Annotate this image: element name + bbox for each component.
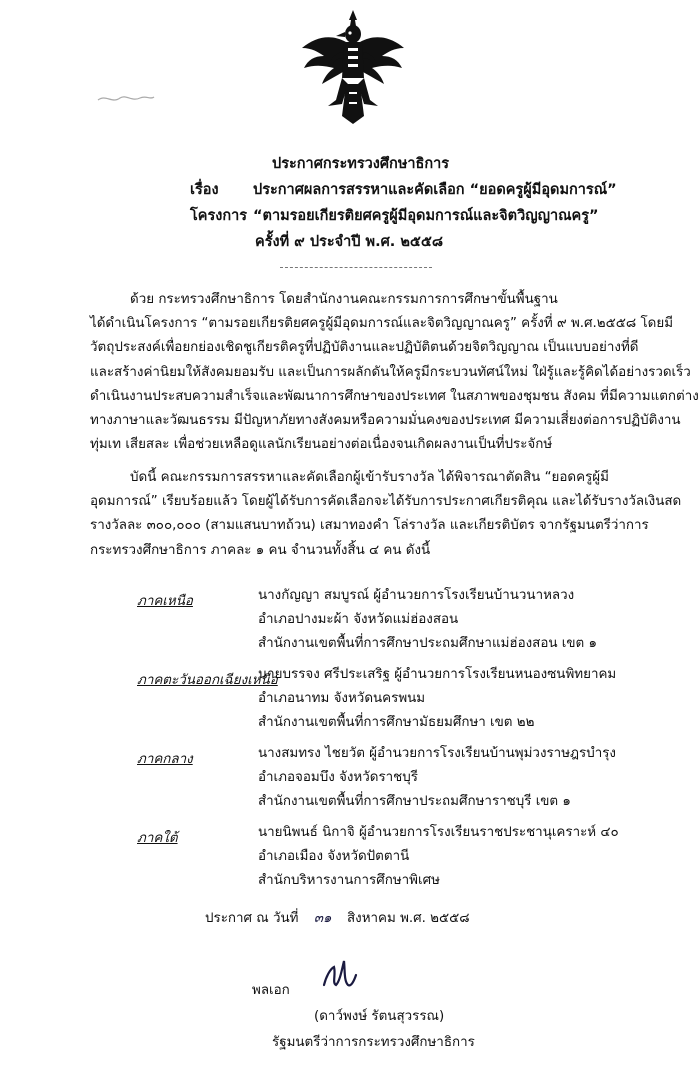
date-day: ๓๑ <box>313 911 332 926</box>
header-project-label: โครงการ <box>190 208 248 224</box>
awardee-line: อำเภอจอมบึง จังหวัดราชบุรี <box>258 770 418 785</box>
awardee-line: อำเภอปางมะผ้า จังหวัดแม่ฮ่องสอน <box>258 612 459 627</box>
header-divider <box>280 267 432 268</box>
paragraph-line: ดำเนินงานประสบความสำเร็จและพัฒนาการศึกษาของประเทศ ในสภาพของชุมชน สังคม ที่มีความแตกต่าง <box>90 388 699 404</box>
awardee-line: อำเภอนาทม จังหวัดนครพนม <box>258 691 426 706</box>
header-subject-label: เรื่อง <box>190 182 219 198</box>
awardee-line: สำนักบริหารงานการศึกษาพิเศษ <box>258 873 440 888</box>
signer-name: (ดาว์พงษ์ รัตนสุวรรณ) <box>314 1009 445 1024</box>
scan-mark <box>96 90 156 106</box>
paragraph-line: ด้วย กระทรวงศึกษาธิการ โดยสำนักงานคณะกรรมการการศึกษาขั้นพื้นฐาน <box>130 292 558 307</box>
body-paragraph-1 <box>90 288 699 457</box>
date-prefix: ประกาศ ณ วันที่ <box>205 911 299 926</box>
region-south: ภาคใต้ <box>137 831 178 846</box>
paragraph-line: และสร้างค่านิยมให้สังคมยอมรับ และเป็นการผลักดันให้ครูมีกระบวนทัศน์ใหม่ ใฝ่รู้และรู้คิดได้อย่างรวดเร็ว <box>90 364 691 380</box>
signer-rank: พลเอก <box>252 983 290 998</box>
paragraph-line: บัดนี้ คณะกรรมการสรรหาและคัดเลือกผู้เข้ารับรางวัล ได้พิจารณาตัดสิน “ยอดครูผู้มี <box>130 470 609 485</box>
header-edition: ครั้งที่ ๙ ประจำปี พ.ศ. ๒๕๕๘ <box>255 234 444 250</box>
region-north: ภาคเหนือ <box>137 594 193 609</box>
paragraph-line: กระทรวงศึกษาธิการ ภาคละ ๑ คน จำนวนทั้งสิ้น ๔ คน ดังนี้ <box>90 542 431 558</box>
paragraph-line: ได้ดำเนินโครงการ “ตามรอยเกียรติยศครูผู้มีอุดมการณ์และจิตวิญญาณครู” ครั้งที่ ๙ พ.ศ.๒๕๕๘ โดยมี <box>90 316 674 332</box>
signer-position: รัฐมนตรีว่าการกระทรวงศึกษาธิการ <box>272 1035 475 1050</box>
awardee-line: สำนักงานเขตพื้นที่การศึกษาประถมศึกษาราชบุรี เขต ๑ <box>258 794 571 809</box>
paragraph-line: ทุ่มเท เสียสละ เพื่อช่วยเหลือดูแลนักเรียนอย่างต่อเนื่องจนเกิดผลงานเป็นที่ประจักษ์ <box>90 437 553 453</box>
paragraph-line: ทางภาษาและวัฒนธรรม มีปัญหาภัยทางสังคมหรือความมั่นคงของประเทศ มีความเสี่ยงต่อการปฏิบัติงาน <box>90 413 681 429</box>
header-project: “ตามรอยเกียรติยศครูผู้มีอุดมการณ์และจิตวิญญาณครู” <box>253 208 599 224</box>
awardee-line: นายบรรจง ศรีประเสริฐ ผู้อำนวยการโรงเรียนหนองซนพิทยาคม <box>258 667 617 682</box>
header-title: ประกาศกระทรวงศึกษาธิการ <box>272 156 450 172</box>
awardee-line: สำนักงานเขตพื้นที่การศึกษาประถมศึกษาแม่ฮ่องสอน เขต ๑ <box>258 636 597 651</box>
announce-date <box>205 907 470 928</box>
awardee-line: นางกัญญา สมบูรณ์ ผู้อำนวยการโรงเรียนบ้านวนาหลวง <box>258 588 575 603</box>
awardee-line: สำนักงานเขตพื้นที่การศึกษามัธยมศึกษา เขต ๒๒ <box>258 715 535 730</box>
header-subject: ประกาศผลการสรรหาและคัดเลือก “ยอดครูผู้มีอุดมการณ์” <box>253 182 617 198</box>
garuda-emblem <box>298 8 408 126</box>
paragraph-line: วัตถุประสงค์เพื่อยกย่องเชิดชูเกียรติครูที่ปฏิบัติงานและปฏิบัติตนด้วยจิตวิญญาณ เป็นแบบอย่างที่ดี <box>90 340 639 356</box>
paragraph-line: รางวัลละ ๓๐๐,๐๐๐ (สามแสนบาทถ้วน) เสมาทองคำ โล่รางวัล และเกียรติบัตร จากรัฐมนตรีว่าการ <box>90 518 649 534</box>
region-northeast: ภาคตะวันออกเฉียงเหนือ <box>137 673 278 688</box>
handwritten-signature <box>318 955 362 995</box>
body-paragraph-2 <box>90 466 682 563</box>
awardee-line: นายนิพนธ์ นิกาจิ ผู้อำนวยการโรงเรียนราชประชานุเคราะห์ ๔๐ <box>258 825 619 840</box>
awardee-line: อำเภอเมือง จังหวัดปัตตานี <box>258 849 410 864</box>
date-rest: สิงหาคม พ.ศ. ๒๕๕๘ <box>346 911 470 926</box>
awardee-line: นางสมทรง ไชยวัต ผู้อำนวยการโรงเรียนบ้านพุม่วงราษฎรบำรุง <box>258 746 616 761</box>
paragraph-line: อุดมการณ์” เรียบร้อยแล้ว โดยผู้ได้รับการคัดเลือกจะได้รับการประกาศเกียรติคุณ และได้รับรางวัลเงินสด <box>90 494 682 510</box>
region-central: ภาคกลาง <box>137 752 193 767</box>
